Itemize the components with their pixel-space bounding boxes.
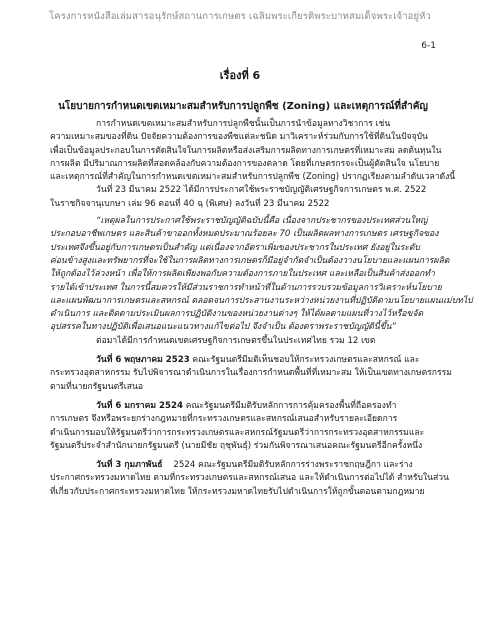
event-date: วันที่ 6 มกราคม 2524: [96, 400, 183, 411]
paragraph-line: การผลิต มีปริมาณการผลิตที่สอดคล้องกับความต้องการของตลาด โดยที่เกษตรกรจะเป็นผู้ตัดสินใจ นโยบาย: [50, 158, 440, 169]
paragraph-line: ประกาศกระทรวงมหาดไทย ตามที่กระทรวงเกษตรและสหกรณ์เสนอ และให้ดำเนินการต่อไปได้ สำหรับในส่วน: [50, 473, 449, 484]
paragraph-line: กระทรวงอุตสาหกรรม รับไปพิจารณาดำเนินการในเรื่องการกำหนดพื้นที่ที่เหมาะสม ให้เป็นเขตทางเกษตรกรรม: [50, 368, 452, 379]
event-line: [50, 354, 430, 367]
paragraph-line: เพื่อเป็นข้อมูลประกอบในการตัดสินใจในการผลิตหรือส่งเสริมการผลิตทางการเกษตรที่เหมาะสม ลดต้นทุนใน: [50, 145, 442, 156]
paragraph-line: วันที่ 23 มีนาคม 2522 ได้มีการประกาศใช้พระราชบัญญัติเศรษฐกิจการเกษตร พ.ศ. 2522: [96, 185, 427, 196]
event-line: [50, 400, 430, 413]
quote-line: ประกอบอาชีพเกษตร และสินค้าขาออกทั้งหมดประมาณร้อยละ 70 เป็นผลิตผลทางการเกษตร เศรษฐกิจของ: [50, 229, 439, 240]
chapter-heading: เรื่องที่ 6: [219, 69, 261, 82]
event-date: วันที่ 3 กุมภาพันธ์: [96, 460, 163, 471]
paragraph-line: ความเหมาะสมของที่ดิน ปัจจัยความต้องการของพืชแต่ละชนิด มาวิเคราะห์ร่วมกับการใช้ที่ดินในปัจจุบัน: [50, 132, 428, 143]
paragraph-line: ที่เกี่ยวกับประกาศกระทรวงมหาดไทย ให้กระทรวงมหาดไทยรับไปดำเนินการให้ถูกขั้นตอนตามกฎหมาย: [50, 486, 425, 497]
paragraph-line: ต่อมาได้มีการกำหนดเขตเศรษฐกิจการเกษตรขึ้นในประเทศไทย รวม 12 เขต: [96, 335, 376, 346]
page-number: 6-1: [421, 41, 436, 51]
event-line: [50, 459, 430, 472]
section-title: นโยบายการกำหนดเขตเหมาะสมสำหรับการปลูกพืช (Zoning) และเหตุการณ์ที่สำคัญ: [58, 101, 428, 112]
paragraph-line: ตามที่นายกรัฐมนตรีเสนอ: [50, 381, 143, 392]
event-date: วันที่ 6 พฤษภาคม 2523: [96, 355, 190, 366]
quote-line: ประเทศจึงขึ้นอยู่กับการเกษตรเป็นสำคัญ แต่เนื่องจากอัตราเพิ่มของประชากรในประเทศ ยังอยู่ในระดับ: [50, 242, 420, 253]
event-text: 2524 คณะรัฐมนตรีมีมติรับหลักการร่างพระราชกฤษฎีกา และร่าง: [173, 460, 413, 471]
paragraph-line: ดำเนินการมอบให้รัฐมนตรีว่าการกระทรวงเกษตรและสหกรณ์รัฐมนตรีว่าการกระทรวงอุตสาหกรรมและ: [50, 427, 425, 438]
quote-line: และแผนพัฒนาการเกษตรและสหกรณ์ ตลอดจนการประสานงานระหว่างหน่วยงานที่ปฏิบัติตามนโยบายแผนแม่บทไป: [50, 295, 473, 306]
event-text: คณะรัฐมนตรีมีมติรับหลักการการคุ้มครองพื้นที่ถือครองทำ: [185, 400, 397, 411]
body-text: [50, 118, 473, 499]
quote-line: ให้ถูกต้องไว้ล่วงหน้า เพื่อให้การผลิตเพียงพอกับความต้องการภายในประเทศ และเหลือเป็นสินค้าส่งออกทำ: [50, 269, 435, 280]
paragraph-line: รัฐมนตรีประจำสำนักนายกรัฐมนตรี (นายมีชัย ฤชุพันธุ์) ร่วมกันพิจารณาเสนอคณะรัฐมนตรีอีกครั้งหนึ่ง: [50, 440, 423, 451]
event-text: คณะรัฐมนตรีมีมติเห็นชอบให้กระทรวงเกษตรและสหกรณ์ และ: [192, 355, 420, 366]
paragraph-line: ในราชกิจจานุเบกษา เล่ม 96 ตอนที่ 40 ฉฺ (พิเศษ) ลงวันที่ 23 มีนาคม 2522: [50, 198, 330, 209]
running-header: โครงการหนังสือเล่มสารอนุรักษ์สถานการเกษตร เฉลิมพระเกียรติพระบาทสมเด็จพระเจ้าอยู่หัว: [49, 11, 431, 22]
paragraph-line: การเกษตร จึงหรือพระยกร่างกฎหมายที่กระทรวงเกษตรและสหกรณ์เสนอสำหรับรายละเอียดการ: [50, 414, 398, 425]
quote-line: ดำเนินการ และติดตามประเมินผลการปฏิบัติงานของหน่วยงานต่างๆ ให้ได้ผลตามแผนที่วางไว้หรือขจัด: [50, 309, 424, 320]
quote-line: ค่อนข้างสูงและทรัพยากรที่จะใช้ในการผลิตทางการเกษตรก็มีอยู่จำกัดจำเป็นต้องวางนโยบายและแผนการผลิต: [50, 255, 450, 266]
paragraph-line: การกำหนดเขตเหมาะสมสำหรับการปลูกพืชนั้นเป็นการนำข้อมูลทางวิชาการ เช่น: [96, 119, 391, 129]
quote-line: รายได้เข้าประเทศ ในการนี้สมควรให้มีส่วนราชการทำหน้าที่ในด้านการรวบรวมข้อมูลการวิเคราะห์นโยบาย: [50, 282, 442, 293]
quote-line: อุปสรรคในทางปฏิบัติเพื่อเสนอแนะแนวทางแก้ไขต่อไป จึงจำเป็น ต้องตราพระราชบัญญัตินี้ขึ้น”: [50, 322, 396, 333]
paragraph-line: และเหตุการณ์ที่สำคัญในการกำหนดเขตเหมาะสมสำหรับการปลูกพืช (Zoning) ปรากฏเรียงตามลำดับเวลาดังนี้: [50, 172, 456, 183]
quote-line: “เหตุผลในการประกาศใช้พระราชบัญญัติฉบับนี้คือ เนื่องจากประชากรของประเทศส่วนใหญ่: [96, 216, 428, 227]
